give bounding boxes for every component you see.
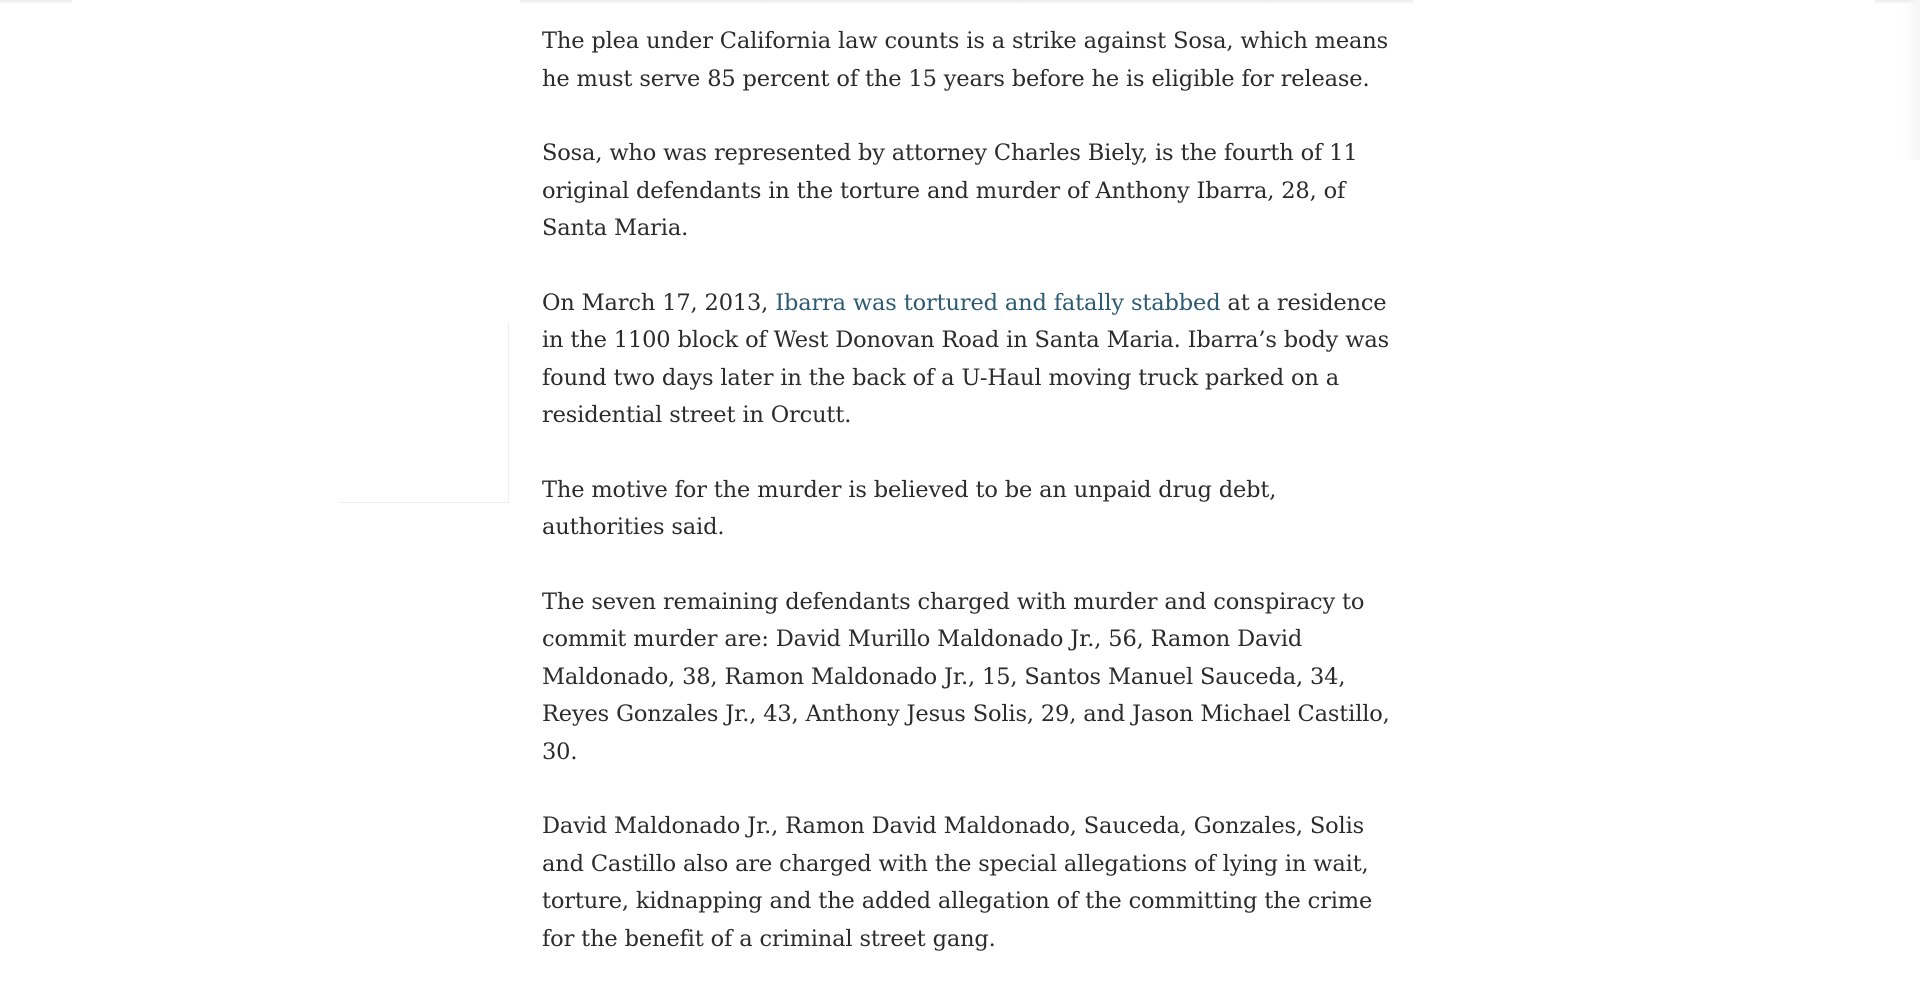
side-rail-placeholder [340, 322, 509, 503]
ibarra-story-link[interactable]: Ibarra was tortured and fatally stabbed [775, 289, 1221, 316]
article-paragraph-6: David Maldonado Jr., Ramon David Maldonado, Sauceda, Gonzales, Solis and Castillo also are charged with the special allegations of lying in wait, torture, kidnapping and the added allegation of the committing the crime for the benefit of a criminal street gang. [542, 813, 1373, 952]
article-body [542, 23, 1392, 995]
top-shadow-center [520, 0, 1413, 4]
paragraph-3-lead-text: On March 17, 2013, [542, 289, 776, 316]
article-paragraph-4: The motive for the murder is believed to be an unpaid drug debt, authorities said. [542, 476, 1277, 540]
paragraph-3-trailing-text: at a residence in the 1100 block of West Donovan Road in Santa Maria. Ibarra’s body was found two days later in the back of a U-Haul moving truck parked on a residential street in Orcutt. [542, 289, 1390, 428]
article-paragraph-5: The seven remaining defendants charged with murder and conspiracy to commit murder are: David Murillo Maldonado Jr., 56, Ramon David Maldonado, 38, Ramon Maldonado Jr., 15, Santos Manuel Sauceda, 34, Reyes Gonzales Jr., 43, Anthony Jesus Solis, 29, and Jason Michael Castillo, 30. [542, 588, 1390, 765]
article-paragraph-3 [542, 285, 1392, 435]
article-paragraph-2: Sosa, who was represented by attorney Charles Biely, is the fourth of 11 original defendants in the torture and murder of Anthony Ibarra, 28, of Santa Maria. [542, 140, 1358, 241]
article-paragraph-1: The plea under California law counts is a strike against Sosa, which means he must serve 85 percent of the 15 years before he is eligible for release. [542, 28, 1389, 92]
right-edge-shade [1902, 0, 1920, 160]
top-shadow-left [0, 0, 72, 4]
